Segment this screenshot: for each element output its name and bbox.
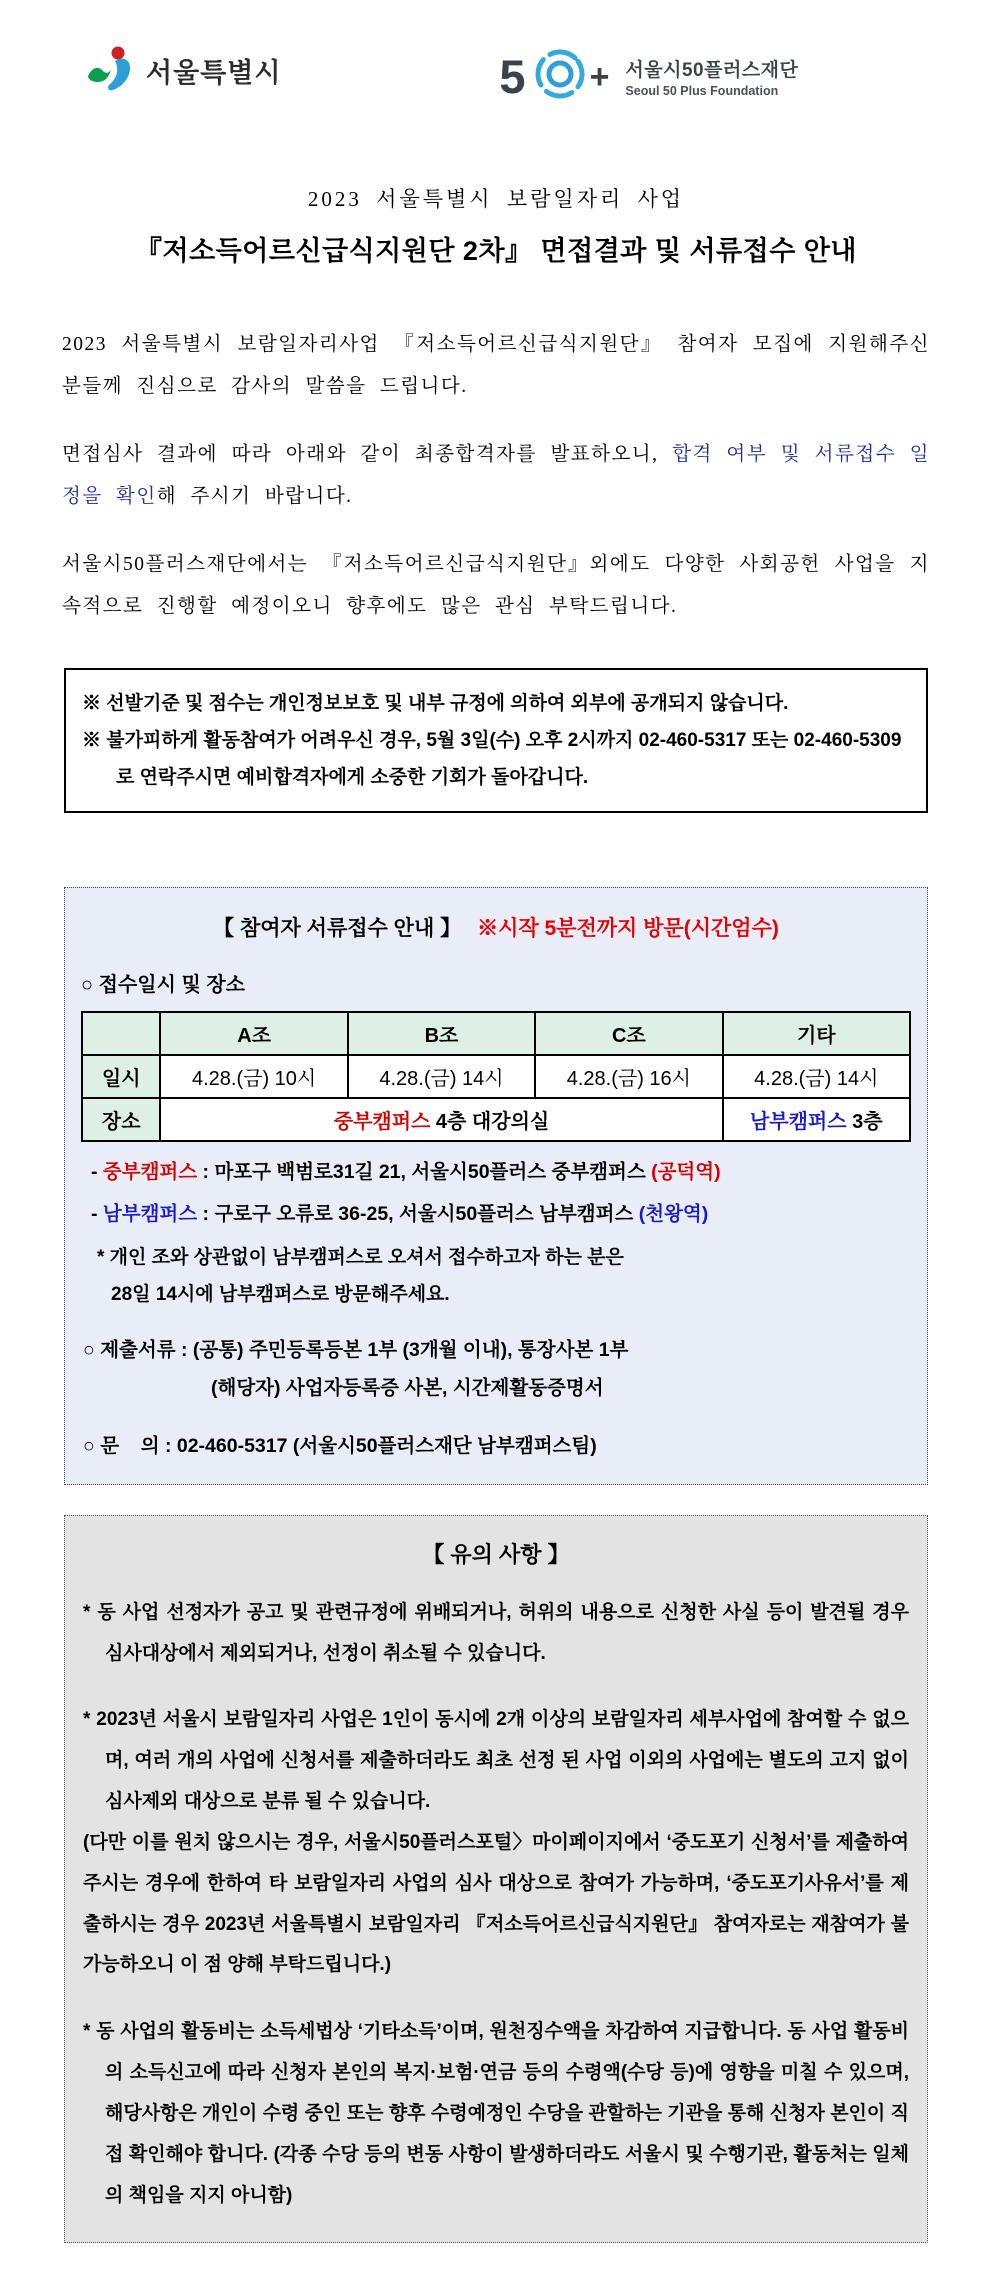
table-row-datetime xyxy=(82,1055,910,1098)
intro-p2-black2: 해 주시기 바랍니다. xyxy=(156,485,353,507)
table-col-etc: 기타 xyxy=(723,1012,910,1055)
seoul-logo-label: 서울특별시 xyxy=(146,58,282,88)
fifty-plus-rings-icon xyxy=(532,46,588,107)
intro-paragraph-2 xyxy=(62,434,930,518)
documents-line1: ○ 제출서류 : (공통) 주민등록등본 1부 (3개월 이내), 통장사본 1부 xyxy=(83,1338,629,1361)
foundation-name-kr: 서울시50플러스재단 xyxy=(625,60,799,81)
intro-section xyxy=(62,324,930,628)
notice-item-2: ※ 불가피하게 활동참여가 어려우신 경우, 5월 3일(수) 오후 2시까지 02-460-5317 또는 02-460-5309로 연락주시면 예비합격자에게 소중한 기회가 돌아갑니다. xyxy=(82,729,902,788)
datetime-b: 4.28.(금) 14시 xyxy=(348,1055,535,1098)
reception-table xyxy=(81,1011,911,1142)
reception-heading-main: 【 참여자 서류접수 안내 】 xyxy=(213,916,462,940)
row-label-place: 장소 xyxy=(82,1098,160,1141)
table-col-b: B조 xyxy=(348,1012,535,1055)
seoul-city-logo xyxy=(84,42,281,99)
place-main-room: 4층 대강의실 xyxy=(430,1110,550,1133)
foundation-name xyxy=(625,55,798,98)
page-title: 『저소득어르신급식지원단 2차』 면접결과 및 서류접수 안내 xyxy=(135,236,857,266)
intro-paragraph-1: 2023 서울특별시 보람일자리사업 『저소득어르신급식지원단』 참여자 모집에 지원해주신 분들께 진심으로 감사의 말씀을 드립니다. xyxy=(62,334,930,397)
documents-line2: (해당자) 사업자등록증 사본, 시간제활동증명서 xyxy=(211,1376,604,1399)
intro-paragraph-3: 서울시50플러스재단에서는 『저소득어르신급식지원단』외에도 다양한 사회공헌 사업을 지속적으로 진행할 예정이오니 향후에도 많은 관심 부탁드립니다. xyxy=(62,553,930,617)
campus-note-jungbu xyxy=(91,1156,911,1184)
walkin-note-line2: 28일 14시에 남부캠퍼스로 방문해주세요. xyxy=(111,1283,450,1305)
title-block xyxy=(62,183,930,268)
intro-p2-black1: 면접심사 결과에 따라 아래와 같이 최종합격자를 발표하오니, xyxy=(62,443,673,465)
place-main-campus: 중부캠퍼스 xyxy=(333,1110,431,1133)
table-row-place xyxy=(82,1098,910,1141)
reception-heading-warning: ※시작 5분전까지 방문(시간엄수) xyxy=(477,916,779,940)
place-etc xyxy=(723,1098,910,1141)
campus-note-nambu-address: : 구로구 오류로 36-25, 서울시50플러스 남부캠퍼스 xyxy=(197,1202,639,1225)
walkin-note-line1: * 개인 조와 상관없이 남부캠퍼스로 오셔서 접수하고자 하는 분은 xyxy=(97,1246,624,1268)
notice-item-1: ※ 선발기준 및 점수는 개인정보보호 및 내부 규정에 의하여 외부에 공개되지 않습니다. xyxy=(82,692,789,714)
campus-note-jungbu-address: : 마포구 백범로31길 21, 서울시50플러스 중부캠퍼스 xyxy=(197,1160,652,1183)
place-etc-floor: 3층 xyxy=(846,1110,883,1133)
table-col-c: C조 xyxy=(535,1012,722,1055)
place-main xyxy=(160,1098,722,1141)
fifty-plus-logo xyxy=(499,46,798,107)
reception-heading xyxy=(81,912,911,942)
campus-note-nambu-name: 남부캠퍼스 xyxy=(102,1202,198,1225)
page-header xyxy=(84,42,930,107)
campus-note-dash2: - xyxy=(91,1202,103,1225)
fifty-plus-plus: + xyxy=(589,57,610,96)
title-subtitle: 2023 서울특별시 보람일자리 사업 xyxy=(307,187,685,211)
campus-note-jungbu-station: (공덕역) xyxy=(651,1160,721,1183)
campus-note-nambu-station: (천왕역) xyxy=(638,1202,709,1225)
datetime-c: 4.28.(금) 16시 xyxy=(535,1055,722,1098)
campus-note-dash: - xyxy=(91,1160,103,1183)
datetime-etc: 4.28.(금) 14시 xyxy=(723,1055,910,1098)
caution-paragraph-1: * 동 사업 선정자가 공고 및 관련규정에 위배되거나, 허위의 내용으로 신청한 사실 등이 발견될 경우 심사대상에서 제외되거나, 선정이 취소될 수 있습니다. xyxy=(83,1601,909,1664)
contact-line: ○ 문 의 : 02-460-5317 (서울시50플러스재단 남부캠퍼스팀) xyxy=(83,1434,597,1457)
campus-note-nambu xyxy=(91,1198,911,1226)
table-col-a: A조 xyxy=(160,1012,347,1055)
reception-section-title: ○ 접수일시 및 장소 xyxy=(81,973,245,996)
caution-box xyxy=(64,1515,928,2244)
caution-paragraph-3: (다만 이를 원치 않으시는 경우, 서울시50플러스포털〉마이페이지에서 ‘중도포기 신청서’를 제출하여 주시는 경우에 한하여 타 보람일자리 사업의 심사 대상으로 참여가 가능하며, ‘중도포기사유서’를 제출하시는 경우 2023년 서울특별시 보람일자리 『저소득어르신급식지원단』 참여자로는 재참여가 불가능하오니 이 점 양해 부탁드립니다.) xyxy=(83,1831,909,1976)
row-label-datetime: 일시 xyxy=(82,1055,160,1098)
foundation-name-en: Seoul 50 Plus Foundation xyxy=(625,84,779,98)
place-etc-campus: 남부캠퍼스 xyxy=(749,1110,847,1133)
campus-note-jungbu-name: 중부캠퍼스 xyxy=(102,1160,198,1183)
caution-title: 【 유의 사항 】 xyxy=(422,1541,570,1567)
caution-paragraph-2: * 2023년 서울시 보람일자리 사업은 1인이 동시에 2개 이상의 보람일자리 세부사업에 참여할 수 없으며, 여러 개의 사업에 신청서를 제출하더라도 최초 선정 된 사업 이외의 사업에는 별도의 고지 없이 심사제외 대상으로 분류 될 수 있습니다. xyxy=(83,1709,909,1813)
table-header-row xyxy=(82,1012,910,1055)
datetime-a: 4.28.(금) 10시 xyxy=(160,1055,347,1098)
caution-paragraph-4: * 동 사업의 활동비는 소득세법상 ‘기타소득’이며, 원천징수액을 차감하여 지급합니다. 동 사업 활동비의 소득신고에 따라 신청자 본인의 복지·보험·연금 등의 수령액(수당 등)에 영향을 미칠 수 있으며, 해당사항은 개인이 수령 중인 또는 향후 수령예정인 수당을 관할하는 기관을 통해 신청자 본인이 직접 확인해야 합니다. (각종 수당 등의 변동 사항이 발생하더라도 서울시 및 수행기관, 활동처는 일체의 책임을 지지 아니함) xyxy=(83,2021,909,2206)
notice-box xyxy=(64,668,928,813)
table-corner-cell xyxy=(82,1012,160,1055)
seoul-symbol-icon xyxy=(84,42,138,99)
reception-box xyxy=(64,887,928,1485)
fifty-plus-five: 5 xyxy=(499,50,526,103)
intro-p2-highlight: 합격 여부 및 서류접수 일정을 확인 xyxy=(62,443,930,507)
